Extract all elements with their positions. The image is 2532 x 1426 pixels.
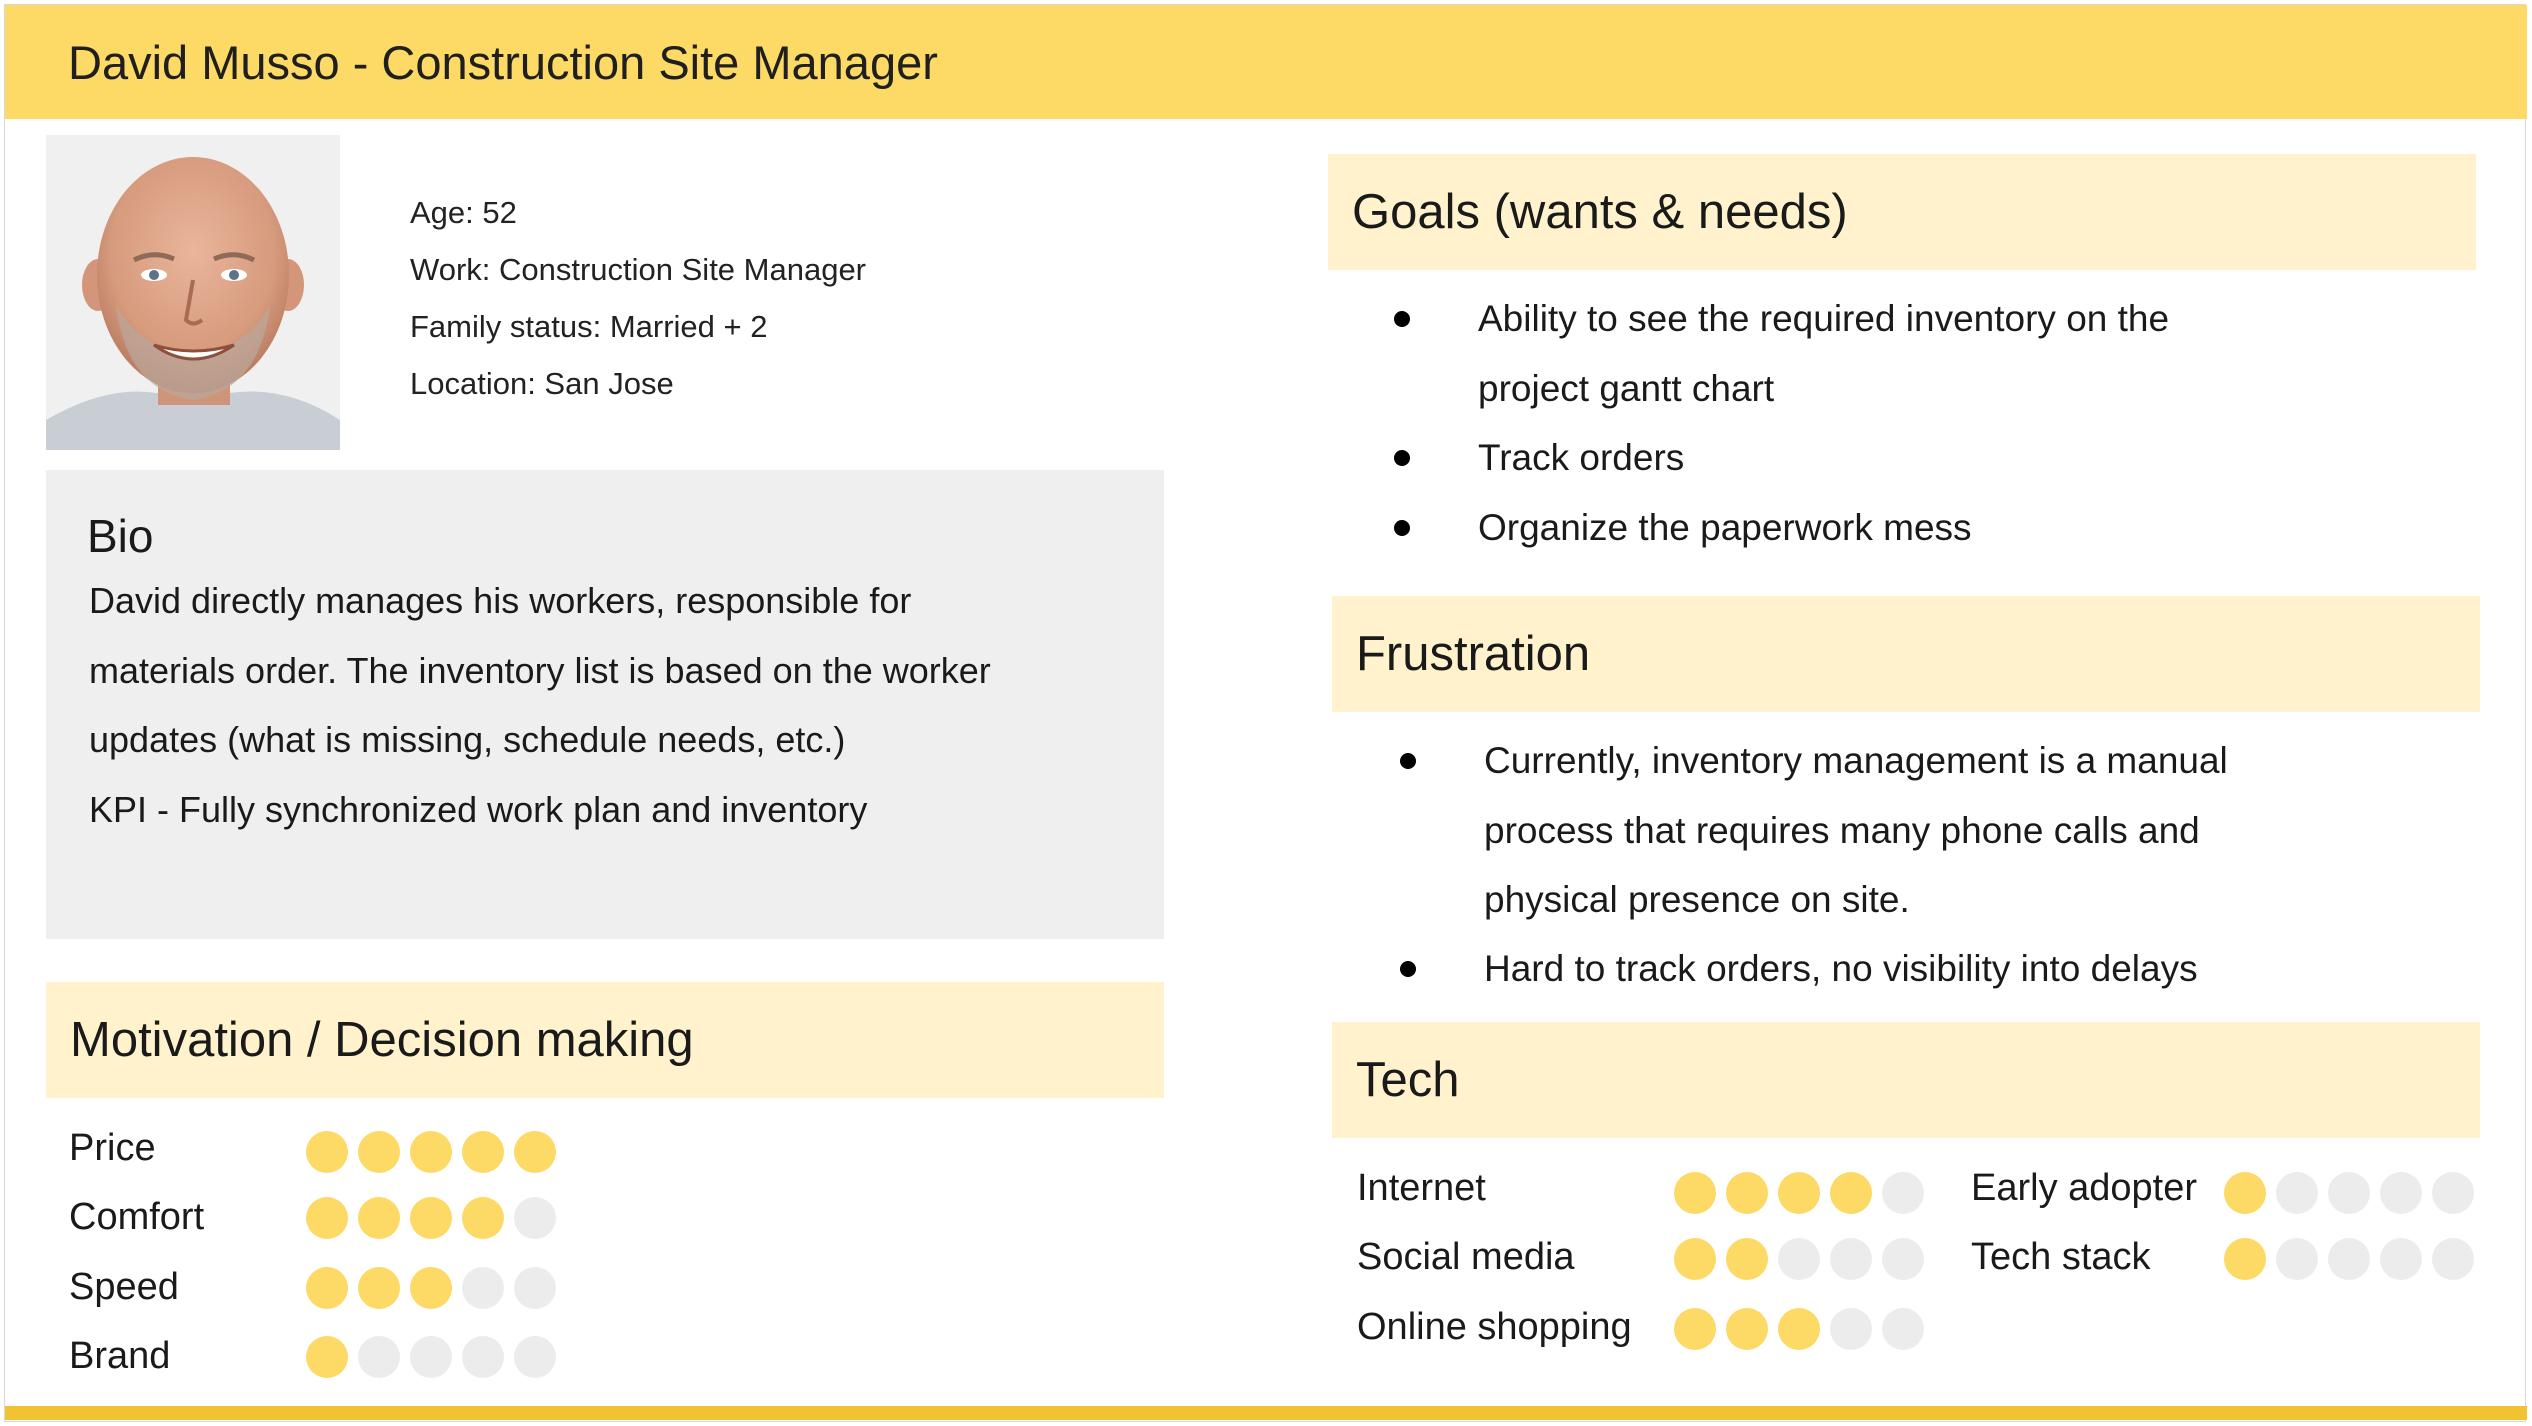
header-bar <box>5 5 2527 119</box>
work-text: Work: Construction Site Manager <box>410 252 867 287</box>
rating-dot-filled <box>410 1131 452 1173</box>
rating-dot-filled <box>410 1267 452 1309</box>
frustration-line: Currently, inventory management is a manual <box>1484 740 2228 781</box>
rating-dot-filled <box>2224 1238 2266 1280</box>
rating-dot-empty <box>2380 1172 2422 1214</box>
rating-dot-empty <box>2276 1238 2318 1280</box>
motivation-label-price: Price <box>69 1127 156 1169</box>
bio-line: David directly manages his workers, responsible for <box>89 580 912 621</box>
tech-heading: Tech <box>1356 1053 1460 1107</box>
rating-dot-filled <box>1778 1172 1820 1214</box>
motivation-label-brand: Brand <box>69 1335 171 1377</box>
goal-line: project gantt chart <box>1478 367 1775 409</box>
rating-dot-filled <box>1726 1308 1768 1350</box>
goal-line: Ability to see the required inventory on the <box>1478 298 2170 339</box>
goal-line: Organize the paperwork mess <box>1478 507 1972 548</box>
tech-label-tech-stack: Tech stack <box>1971 1236 2151 1278</box>
bullet-icon <box>1394 450 1410 466</box>
rating-dot-filled <box>306 1267 348 1309</box>
bio-line: KPI - Fully synchronized work plan and inventory <box>89 788 868 830</box>
frustration-heading: Frustration <box>1356 627 1591 681</box>
tech-header <box>1332 1022 2480 1138</box>
rating-dot-filled <box>358 1267 400 1309</box>
rating-dot-empty <box>2328 1172 2370 1214</box>
rating-dot-empty <box>1882 1172 1924 1214</box>
rating-dot-empty <box>514 1267 556 1309</box>
bullet-icon <box>1400 961 1416 977</box>
bullet-icon <box>1394 311 1410 327</box>
bio-heading: Bio <box>87 510 154 562</box>
rating-dot-filled <box>1778 1308 1820 1350</box>
bullet-icon <box>1400 753 1416 769</box>
rating-dot-filled <box>1674 1172 1716 1214</box>
bio-line: updates (what is missing, schedule needs, etc.) <box>89 719 846 760</box>
frustration-line: Hard to track orders, no visibility into delays <box>1484 948 2198 989</box>
rating-dot-empty <box>514 1197 556 1239</box>
portrait-image <box>46 135 340 450</box>
rating-dot-empty <box>358 1336 400 1378</box>
persona-title: David Musso - Construction Site Manager <box>68 36 938 89</box>
motivation-header <box>46 982 1164 1098</box>
goals-heading: Goals (wants & needs) <box>1352 185 1848 239</box>
profile-info <box>410 184 866 412</box>
rating-dot-empty <box>2276 1172 2318 1214</box>
rating-dot-filled <box>1726 1172 1768 1214</box>
rating-dot-empty <box>462 1336 504 1378</box>
bio-line: materials order. The inventory list is based on the worker <box>89 649 991 691</box>
rating-dot-empty <box>2432 1238 2474 1280</box>
rating-dot-filled <box>1674 1238 1716 1280</box>
frustration-line: process that requires many phone calls and <box>1484 809 2200 851</box>
rating-dot-empty <box>1882 1308 1924 1350</box>
rating-dot-empty <box>2380 1238 2422 1280</box>
age-text: Age: 52 <box>410 195 517 230</box>
rating-dot-empty <box>1778 1238 1820 1280</box>
frustration-line: physical presence on site. <box>1484 879 1910 920</box>
tech-label-social-media: Social media <box>1357 1236 1575 1278</box>
rating-dot-filled <box>306 1131 348 1173</box>
rating-dot-filled <box>358 1197 400 1239</box>
persona-photo <box>46 135 340 450</box>
goals-header <box>1328 154 2476 270</box>
motivation-label-comfort: Comfort <box>69 1196 205 1238</box>
bio-text <box>89 566 1149 844</box>
rating-dot-filled <box>358 1131 400 1173</box>
footer-bar <box>5 1406 2527 1420</box>
rating-dot-empty <box>1830 1238 1872 1280</box>
rating-dot-empty <box>2432 1172 2474 1214</box>
tech-label-early-adopter: Early adopter <box>1971 1167 2198 1209</box>
rating-dot-filled <box>306 1336 348 1378</box>
rating-dot-empty <box>462 1267 504 1309</box>
rating-dot-filled <box>462 1197 504 1239</box>
tech-label-online-shopping: Online shopping <box>1357 1306 1632 1348</box>
rating-dot-empty <box>1830 1308 1872 1350</box>
motivation-heading: Motivation / Decision making <box>70 1013 694 1067</box>
rating-dot-filled <box>462 1131 504 1173</box>
rating-dot-filled <box>410 1197 452 1239</box>
family-status-text: Family status: Married + 2 <box>410 309 768 344</box>
frustration-header <box>1332 596 2480 712</box>
bio-section <box>46 470 1164 939</box>
tech-label-internet: Internet <box>1357 1167 1486 1209</box>
rating-dot-empty <box>1882 1238 1924 1280</box>
rating-dot-empty <box>2328 1238 2370 1280</box>
rating-dot-filled <box>1726 1238 1768 1280</box>
rating-dot-empty <box>514 1336 556 1378</box>
rating-dot-filled <box>2224 1172 2266 1214</box>
rating-dot-filled <box>306 1197 348 1239</box>
motivation-label-speed: Speed <box>69 1266 179 1308</box>
bullet-icon <box>1394 520 1410 536</box>
goal-line: Track orders <box>1478 437 1685 478</box>
rating-dot-filled <box>514 1131 556 1173</box>
rating-dot-filled <box>1830 1172 1872 1214</box>
rating-dot-empty <box>410 1336 452 1378</box>
location-text: Location: San Jose <box>410 366 674 401</box>
rating-dot-filled <box>1674 1308 1716 1350</box>
